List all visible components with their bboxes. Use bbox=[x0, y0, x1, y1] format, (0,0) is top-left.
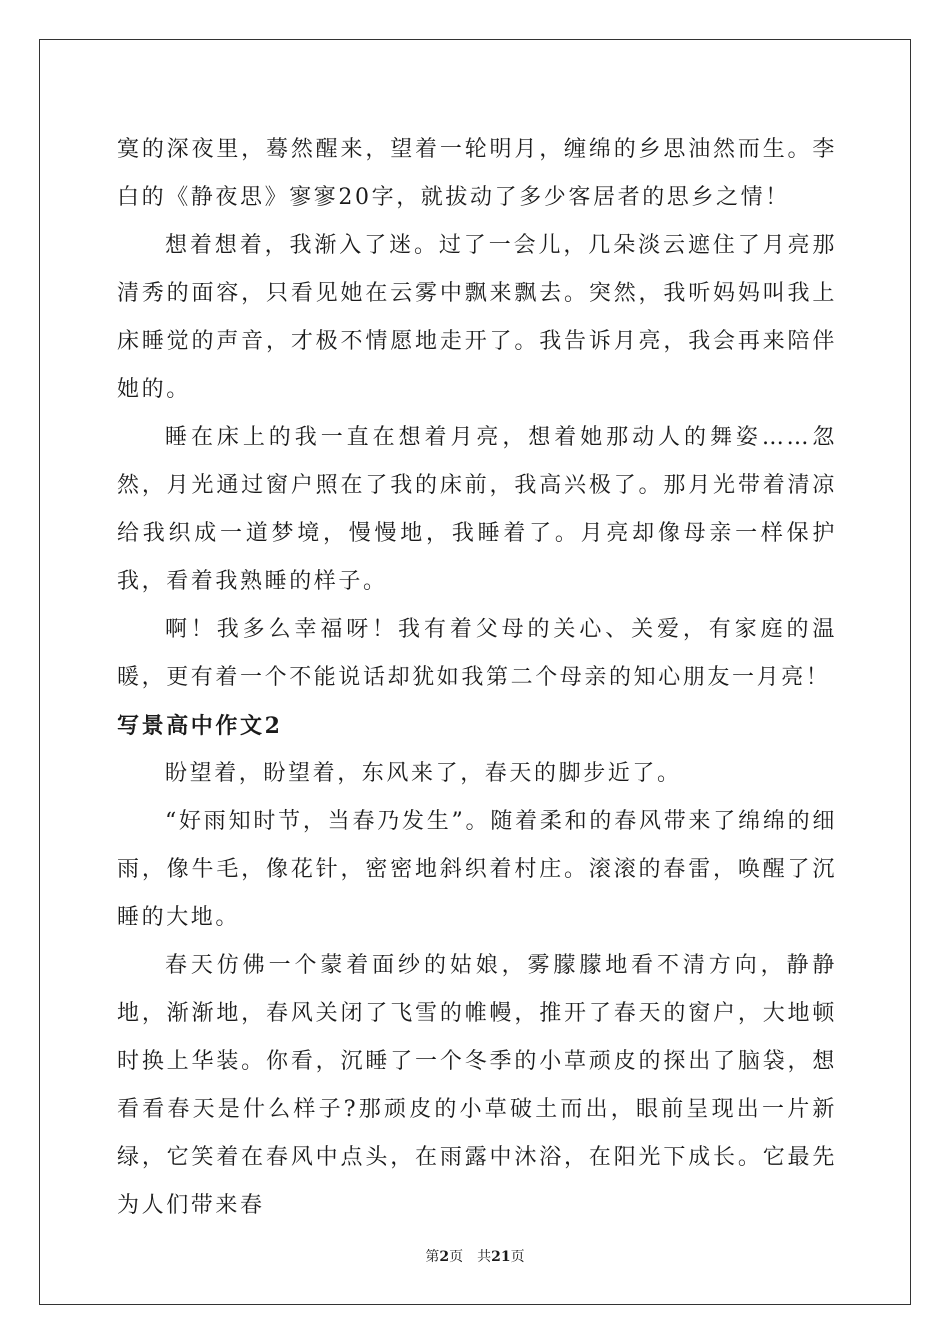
section-heading: 写景高中作文2 bbox=[117, 713, 283, 739]
paragraph-2: 想着想着，我渐入了迷。过了一会儿，几朵淡云遮住了月亮那清秀的面容，只看见她在云雾中飘来飘去。突然，我听妈妈叫我上床睡觉的声音，才极不情愿地走开了。我告诉月亮，我会再来陪伴她的。 bbox=[117, 233, 837, 402]
total-pages: 21 bbox=[491, 1249, 511, 1265]
document-body bbox=[117, 126, 837, 1230]
paragraph-1: 寞的深夜里，蓦然醒来，望着一轮明月，缠绵的乡思油然而生。李白的《静夜思》寥寥20字，就拔动了多少客居者的思乡之情！ bbox=[117, 137, 837, 210]
paragraph-4: 啊！我多么幸福呀！我有着父母的关心、关爱，有家庭的温暖，更有着一个不能说话却犹如我第二个母亲的知心朋友一月亮！ bbox=[117, 617, 837, 690]
paragraph-5: 盼望着，盼望着，东风来了，春天的脚步近了。 bbox=[165, 761, 682, 786]
paragraph-6: “好雨知时节，当春乃发生”。随着柔和的春风带来了绵绵的细雨，像牛毛，像花针，密密地斜织着村庄。滚滚的春雷，唤醒了沉睡的大地。 bbox=[117, 809, 837, 930]
page-footer bbox=[0, 1248, 950, 1266]
page-number: 2 bbox=[439, 1249, 450, 1265]
paragraph-7: 春天仿佛一个蒙着面纱的姑娘，雾朦朦地看不清方向，静静地，渐渐地，春风关闭了飞雪的帷幔，推开了春天的窗户，大地顿时换上华装。你看，沉睡了一个冬季的小草顽皮的探出了脑袋，想看看春天是什么样子?那顽皮的小草破土而出，眼前呈现出一片新绿，它笑着在春风中点头，在雨露中沐浴，在阳光下成长。它最先为人们带来春 bbox=[117, 953, 837, 1218]
page-suffix: 页 bbox=[449, 1249, 464, 1265]
total-suffix: 页 bbox=[510, 1249, 525, 1265]
paragraph-3: 睡在床上的我一直在想着月亮，想着她那动人的舞姿……忽然，月光通过窗户照在了我的床前，我高兴极了。那月光带着清凉给我织成一道梦境，慢慢地，我睡着了。月亮却像母亲一样保护我，看着我熟睡的样子。 bbox=[117, 425, 837, 594]
page-prefix: 第 bbox=[425, 1249, 440, 1265]
total-prefix: 共 bbox=[477, 1249, 492, 1265]
